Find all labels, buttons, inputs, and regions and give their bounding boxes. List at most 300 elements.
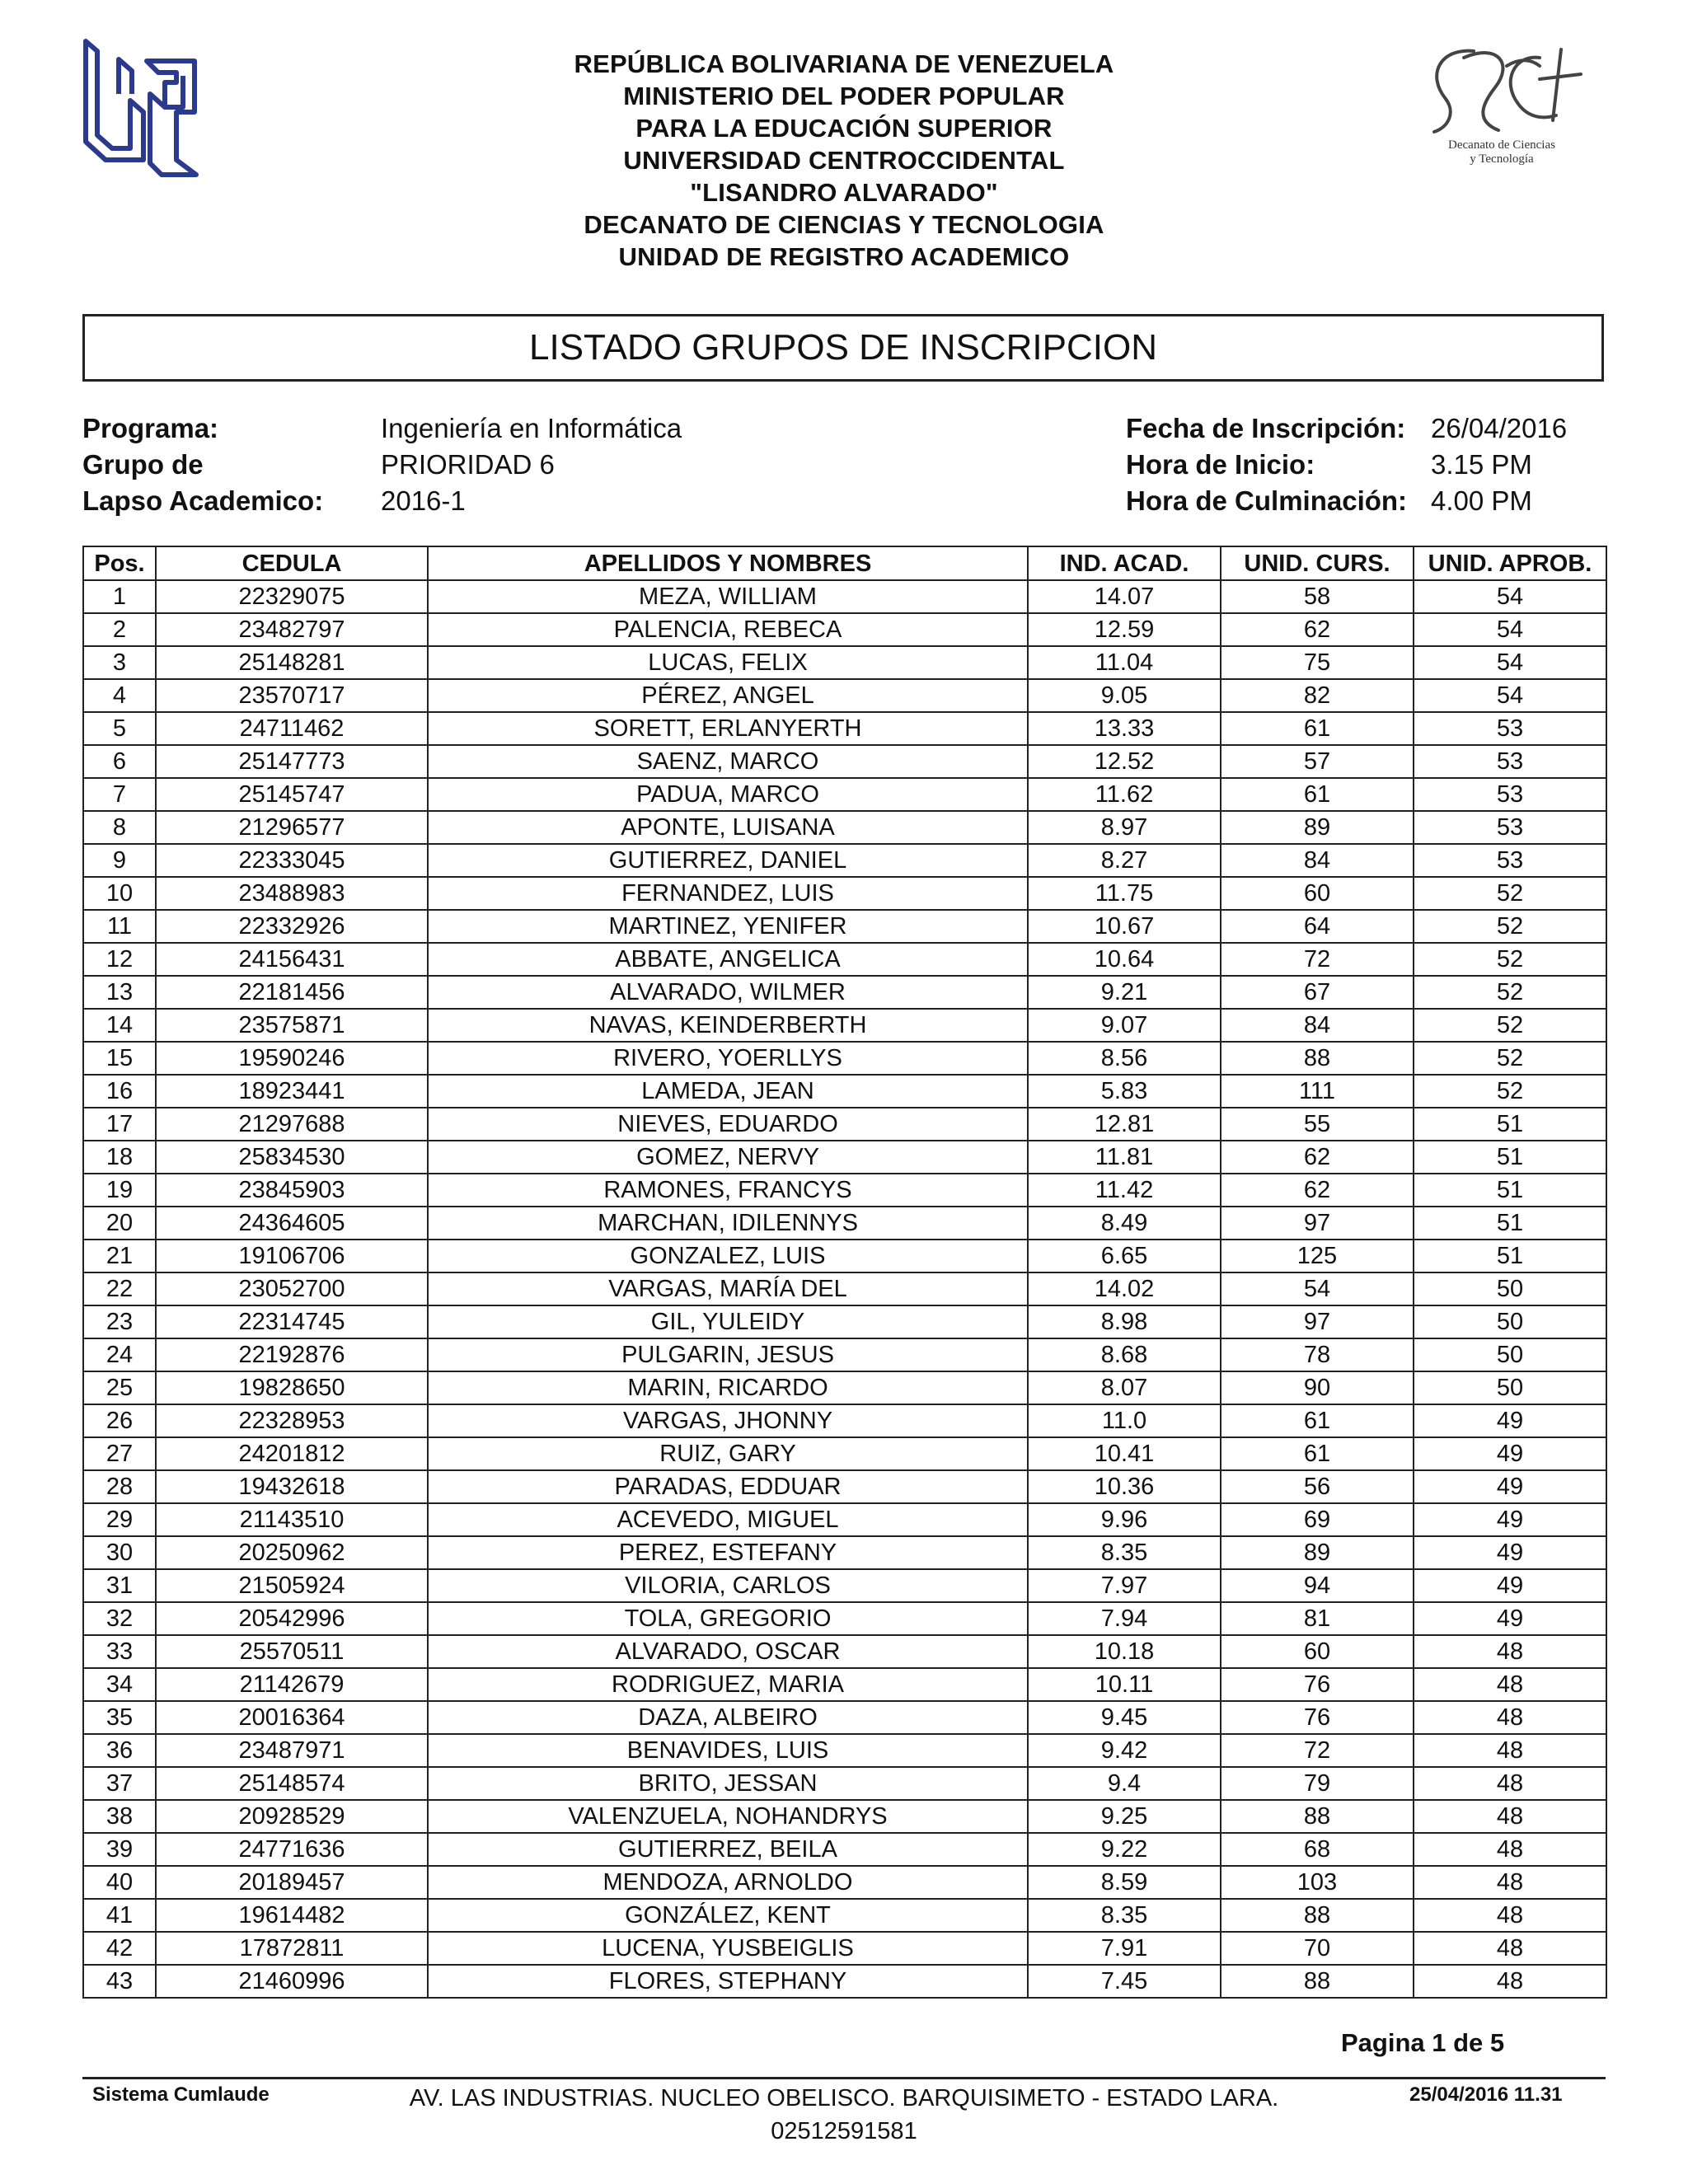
cell-cedula: 20016364 bbox=[156, 1701, 428, 1734]
cell-unid-curs: 76 bbox=[1221, 1701, 1414, 1734]
cell-ind-acad: 8.35 bbox=[1028, 1899, 1221, 1932]
cell-cedula: 25570511 bbox=[156, 1635, 428, 1668]
cell-ind-acad: 8.68 bbox=[1028, 1338, 1221, 1371]
cell-unid-curs: 97 bbox=[1221, 1305, 1414, 1338]
cell-unid-curs: 72 bbox=[1221, 943, 1414, 976]
cell-names: RAMONES, FRANCYS bbox=[428, 1174, 1028, 1207]
cell-ind-acad: 8.49 bbox=[1028, 1207, 1221, 1240]
cell-pos: 17 bbox=[83, 1108, 156, 1141]
cell-names: SORETT, ERLANYERTH bbox=[428, 712, 1028, 745]
cell-unid-curs: 72 bbox=[1221, 1734, 1414, 1767]
table-row bbox=[83, 778, 1606, 811]
table-row bbox=[83, 1899, 1606, 1932]
cell-unid-aprob: 52 bbox=[1414, 1075, 1606, 1108]
cell-pos: 37 bbox=[83, 1767, 156, 1800]
cell-unid-aprob: 51 bbox=[1414, 1240, 1606, 1272]
footer-address: AV. LAS INDUSTRIAS. NUCLEO OBELISCO. BARQUISIMETO - ESTADO LARA. bbox=[409, 2085, 1279, 2111]
cell-unid-curs: 64 bbox=[1221, 910, 1414, 943]
cell-pos: 34 bbox=[83, 1668, 156, 1701]
cell-names: VILORIA, CARLOS bbox=[428, 1569, 1028, 1602]
table-row bbox=[83, 844, 1606, 877]
cell-cedula: 24711462 bbox=[156, 712, 428, 745]
cell-cedula: 24201812 bbox=[156, 1437, 428, 1470]
header-line: MINISTERIO DEL PODER POPULAR bbox=[623, 82, 1065, 110]
cell-cedula: 22314745 bbox=[156, 1305, 428, 1338]
cell-pos: 18 bbox=[83, 1141, 156, 1174]
cell-unid-curs: 56 bbox=[1221, 1470, 1414, 1503]
cell-unid-aprob: 51 bbox=[1414, 1108, 1606, 1141]
cell-pos: 38 bbox=[83, 1800, 156, 1833]
logo-caption-line-2: y Tecnología bbox=[1470, 152, 1534, 166]
cell-cedula: 18923441 bbox=[156, 1075, 428, 1108]
cell-names: ALVARADO, WILMER bbox=[428, 976, 1028, 1009]
cell-ind-acad: 8.98 bbox=[1028, 1305, 1221, 1338]
cell-cedula: 21143510 bbox=[156, 1503, 428, 1536]
cell-names: RODRIGUEZ, MARIA bbox=[428, 1668, 1028, 1701]
meta-row bbox=[82, 483, 682, 519]
table-row bbox=[83, 1470, 1606, 1503]
footer-system-name: Sistema Cumlaude bbox=[92, 2083, 270, 2106]
table-row bbox=[83, 1207, 1606, 1240]
cell-pos: 2 bbox=[83, 613, 156, 646]
document-title-box bbox=[82, 314, 1604, 382]
cell-unid-aprob: 48 bbox=[1414, 1899, 1606, 1932]
table-row bbox=[83, 1767, 1606, 1800]
column-header-pos: Pos. bbox=[83, 546, 156, 580]
header-line: "LISANDRO ALVARADO" bbox=[690, 178, 998, 207]
cell-cedula: 21142679 bbox=[156, 1668, 428, 1701]
cell-unid-curs: 76 bbox=[1221, 1668, 1414, 1701]
cell-ind-acad: 9.96 bbox=[1028, 1503, 1221, 1536]
cell-names: LUCAS, FELIX bbox=[428, 646, 1028, 679]
table-row bbox=[83, 1009, 1606, 1042]
cell-unid-curs: 97 bbox=[1221, 1207, 1414, 1240]
cell-names: ACEVEDO, MIGUEL bbox=[428, 1503, 1028, 1536]
table-row bbox=[83, 1569, 1606, 1602]
cell-unid-curs: 61 bbox=[1221, 712, 1414, 745]
cell-ind-acad: 10.36 bbox=[1028, 1470, 1221, 1503]
cell-unid-curs: 84 bbox=[1221, 1009, 1414, 1042]
cell-unid-curs: 58 bbox=[1221, 580, 1414, 613]
cell-names: GUTIERREZ, BEILA bbox=[428, 1833, 1028, 1866]
cell-unid-aprob: 52 bbox=[1414, 943, 1606, 976]
cell-unid-aprob: 48 bbox=[1414, 1635, 1606, 1668]
meta-label: Programa: bbox=[82, 413, 219, 443]
cell-cedula: 22332926 bbox=[156, 910, 428, 943]
cell-unid-curs: 88 bbox=[1221, 1042, 1414, 1075]
cell-pos: 3 bbox=[83, 646, 156, 679]
cell-cedula: 23488983 bbox=[156, 877, 428, 910]
logo-caption-line-1: Decanato de Ciencias bbox=[1448, 138, 1555, 152]
column-header-cedula: CEDULA bbox=[156, 546, 428, 580]
cell-unid-aprob: 54 bbox=[1414, 679, 1606, 712]
table-row bbox=[83, 943, 1606, 976]
meta-value: 26/04/2016 bbox=[1431, 413, 1568, 443]
column-header-unid-aprob: UNID. APROB. bbox=[1414, 546, 1606, 580]
cell-cedula: 23052700 bbox=[156, 1272, 428, 1305]
table-row bbox=[83, 1404, 1606, 1437]
table-row bbox=[83, 1338, 1606, 1371]
cell-pos: 8 bbox=[83, 811, 156, 844]
cell-unid-aprob: 50 bbox=[1414, 1338, 1606, 1371]
table-row bbox=[83, 1536, 1606, 1569]
cell-unid-aprob: 49 bbox=[1414, 1602, 1606, 1635]
cell-unid-aprob: 54 bbox=[1414, 646, 1606, 679]
cell-unid-aprob: 48 bbox=[1414, 1866, 1606, 1899]
cell-cedula: 25145747 bbox=[156, 778, 428, 811]
cell-ind-acad: 7.91 bbox=[1028, 1932, 1221, 1965]
table-row bbox=[83, 745, 1606, 778]
cell-cedula: 19432618 bbox=[156, 1470, 428, 1503]
cell-unid-curs: 61 bbox=[1221, 1437, 1414, 1470]
cell-ind-acad: 10.11 bbox=[1028, 1668, 1221, 1701]
cell-pos: 35 bbox=[83, 1701, 156, 1734]
cell-pos: 7 bbox=[83, 778, 156, 811]
table-row bbox=[83, 1668, 1606, 1701]
cell-ind-acad: 9.21 bbox=[1028, 976, 1221, 1009]
cell-ind-acad: 11.0 bbox=[1028, 1404, 1221, 1437]
cell-names: GONZALEZ, LUIS bbox=[428, 1240, 1028, 1272]
cell-ind-acad: 14.02 bbox=[1028, 1272, 1221, 1305]
cell-unid-aprob: 48 bbox=[1414, 1965, 1606, 1998]
cell-ind-acad: 8.07 bbox=[1028, 1371, 1221, 1404]
table-row bbox=[83, 1174, 1606, 1207]
cell-ind-acad: 9.05 bbox=[1028, 679, 1221, 712]
meta-label: Lapso Academico: bbox=[82, 485, 324, 516]
cell-names: ALVARADO, OSCAR bbox=[428, 1635, 1028, 1668]
meta-value: 4.00 PM bbox=[1431, 485, 1532, 516]
cell-unid-aprob: 49 bbox=[1414, 1569, 1606, 1602]
footer-phone: 02512591581 bbox=[771, 2118, 917, 2144]
meta-row bbox=[82, 410, 682, 447]
cell-unid-curs: 62 bbox=[1221, 1174, 1414, 1207]
cell-pos: 14 bbox=[83, 1009, 156, 1042]
cell-ind-acad: 10.64 bbox=[1028, 943, 1221, 976]
cell-names: DAZA, ALBEIRO bbox=[428, 1701, 1028, 1734]
cell-unid-aprob: 52 bbox=[1414, 910, 1606, 943]
meta-label: Hora de Culminación: bbox=[1126, 485, 1408, 516]
cell-cedula: 24771636 bbox=[156, 1833, 428, 1866]
cell-unid-aprob: 48 bbox=[1414, 1767, 1606, 1800]
cell-names: FLORES, STEPHANY bbox=[428, 1965, 1028, 1998]
cell-cedula: 20542996 bbox=[156, 1602, 428, 1635]
cell-names: BENAVIDES, LUIS bbox=[428, 1734, 1028, 1767]
page-number: Pagina 1 de 5 bbox=[1341, 2028, 1505, 2057]
cell-unid-aprob: 51 bbox=[1414, 1174, 1606, 1207]
cell-cedula: 25148574 bbox=[156, 1767, 428, 1800]
header-line: UNIVERSIDAD CENTROCCIDENTAL bbox=[623, 146, 1065, 175]
cell-unid-curs: 61 bbox=[1221, 1404, 1414, 1437]
cell-unid-aprob: 54 bbox=[1414, 580, 1606, 613]
cell-unid-aprob: 48 bbox=[1414, 1932, 1606, 1965]
cell-unid-curs: 89 bbox=[1221, 811, 1414, 844]
meta-value: 3.15 PM bbox=[1431, 449, 1532, 480]
table-row bbox=[83, 877, 1606, 910]
header-line: PARA LA EDUCACIÓN SUPERIOR bbox=[635, 114, 1053, 143]
cell-ind-acad: 7.97 bbox=[1028, 1569, 1221, 1602]
cell-pos: 22 bbox=[83, 1272, 156, 1305]
header-line: DECANATO DE CIENCIAS Y TECNOLOGIA bbox=[584, 210, 1104, 239]
cell-unid-curs: 88 bbox=[1221, 1965, 1414, 1998]
header-line: REPÚBLICA BOLIVARIANA DE VENEZUELA bbox=[574, 49, 1114, 78]
cell-names: GONZÁLEZ, KENT bbox=[428, 1899, 1028, 1932]
meta-label: Hora de Inicio: bbox=[1126, 449, 1315, 480]
cell-names: RIVERO, YOERLLYS bbox=[428, 1042, 1028, 1075]
cell-cedula: 23845903 bbox=[156, 1174, 428, 1207]
cell-names: PALENCIA, REBECA bbox=[428, 613, 1028, 646]
cell-ind-acad: 8.59 bbox=[1028, 1866, 1221, 1899]
column-header-ind-acad: IND. ACAD. bbox=[1028, 546, 1221, 580]
table-row bbox=[83, 679, 1606, 712]
table-row bbox=[83, 1141, 1606, 1174]
cell-names: VARGAS, MARÍA DEL bbox=[428, 1272, 1028, 1305]
cell-ind-acad: 13.33 bbox=[1028, 712, 1221, 745]
cell-cedula: 20250962 bbox=[156, 1536, 428, 1569]
cell-unid-curs: 54 bbox=[1221, 1272, 1414, 1305]
meta-row bbox=[1126, 483, 1567, 519]
cell-pos: 10 bbox=[83, 877, 156, 910]
cell-unid-aprob: 48 bbox=[1414, 1800, 1606, 1833]
cell-unid-aprob: 51 bbox=[1414, 1207, 1606, 1240]
cell-ind-acad: 10.67 bbox=[1028, 910, 1221, 943]
table-row bbox=[83, 1272, 1606, 1305]
cell-unid-curs: 111 bbox=[1221, 1075, 1414, 1108]
meta-value: PRIORIDAD 6 bbox=[381, 449, 555, 480]
cell-names: APONTE, LUISANA bbox=[428, 811, 1028, 844]
cell-pos: 23 bbox=[83, 1305, 156, 1338]
table-row bbox=[83, 646, 1606, 679]
cell-cedula: 22329075 bbox=[156, 580, 428, 613]
cell-ind-acad: 8.27 bbox=[1028, 844, 1221, 877]
cell-pos: 29 bbox=[83, 1503, 156, 1536]
cell-unid-curs: 61 bbox=[1221, 778, 1414, 811]
table-row bbox=[83, 1503, 1606, 1536]
cell-unid-aprob: 54 bbox=[1414, 613, 1606, 646]
table-row bbox=[83, 910, 1606, 943]
cell-unid-curs: 82 bbox=[1221, 679, 1414, 712]
table-row bbox=[83, 1042, 1606, 1075]
cell-cedula: 21296577 bbox=[156, 811, 428, 844]
cell-cedula: 19106706 bbox=[156, 1240, 428, 1272]
cell-unid-aprob: 53 bbox=[1414, 712, 1606, 745]
table-row bbox=[83, 1833, 1606, 1866]
cell-cedula: 23570717 bbox=[156, 679, 428, 712]
cell-cedula: 21460996 bbox=[156, 1965, 428, 1998]
cell-unid-curs: 75 bbox=[1221, 646, 1414, 679]
cell-names: RUIZ, GARY bbox=[428, 1437, 1028, 1470]
cell-names: GIL, YULEIDY bbox=[428, 1305, 1028, 1338]
cell-pos: 11 bbox=[83, 910, 156, 943]
cell-ind-acad: 10.41 bbox=[1028, 1437, 1221, 1470]
cell-pos: 15 bbox=[83, 1042, 156, 1075]
cell-names: GOMEZ, NERVY bbox=[428, 1141, 1028, 1174]
cell-unid-aprob: 49 bbox=[1414, 1503, 1606, 1536]
cell-ind-acad: 14.07 bbox=[1028, 580, 1221, 613]
cell-ind-acad: 7.94 bbox=[1028, 1602, 1221, 1635]
cell-pos: 33 bbox=[83, 1635, 156, 1668]
cell-unid-curs: 62 bbox=[1221, 1141, 1414, 1174]
cell-pos: 24 bbox=[83, 1338, 156, 1371]
table-row bbox=[83, 613, 1606, 646]
table-row bbox=[83, 580, 1606, 613]
cell-names: TOLA, GREGORIO bbox=[428, 1602, 1028, 1635]
cell-pos: 32 bbox=[83, 1602, 156, 1635]
cell-ind-acad: 9.45 bbox=[1028, 1701, 1221, 1734]
cell-unid-aprob: 52 bbox=[1414, 1042, 1606, 1075]
cell-cedula: 22181456 bbox=[156, 976, 428, 1009]
table-row bbox=[83, 1108, 1606, 1141]
cell-pos: 19 bbox=[83, 1174, 156, 1207]
cell-ind-acad: 11.62 bbox=[1028, 778, 1221, 811]
cell-ind-acad: 8.35 bbox=[1028, 1536, 1221, 1569]
cell-unid-curs: 84 bbox=[1221, 844, 1414, 877]
table-row bbox=[83, 1305, 1606, 1338]
cell-unid-aprob: 52 bbox=[1414, 976, 1606, 1009]
cell-unid-curs: 88 bbox=[1221, 1899, 1414, 1932]
cell-unid-aprob: 49 bbox=[1414, 1470, 1606, 1503]
cell-ind-acad: 11.81 bbox=[1028, 1141, 1221, 1174]
header-line: UNIDAD DE REGISTRO ACADEMICO bbox=[618, 242, 1070, 271]
cell-cedula: 22192876 bbox=[156, 1338, 428, 1371]
table-header-row bbox=[83, 546, 1606, 580]
cell-unid-curs: 79 bbox=[1221, 1767, 1414, 1800]
cell-unid-curs: 70 bbox=[1221, 1932, 1414, 1965]
cell-pos: 5 bbox=[83, 712, 156, 745]
cell-unid-curs: 60 bbox=[1221, 1635, 1414, 1668]
cell-ind-acad: 11.04 bbox=[1028, 646, 1221, 679]
table-row bbox=[83, 1965, 1606, 1998]
cell-names: ABBATE, ANGELICA bbox=[428, 943, 1028, 976]
cell-unid-aprob: 49 bbox=[1414, 1536, 1606, 1569]
meta-left bbox=[82, 410, 682, 519]
cell-names: MENDOZA, ARNOLDO bbox=[428, 1866, 1028, 1899]
table-row bbox=[83, 712, 1606, 745]
cell-cedula: 22333045 bbox=[156, 844, 428, 877]
cell-ind-acad: 10.18 bbox=[1028, 1635, 1221, 1668]
cell-pos: 40 bbox=[83, 1866, 156, 1899]
cell-unid-aprob: 48 bbox=[1414, 1833, 1606, 1866]
cell-pos: 42 bbox=[83, 1932, 156, 1965]
cell-cedula: 19614482 bbox=[156, 1899, 428, 1932]
cell-names: LUCENA, YUSBEIGLIS bbox=[428, 1932, 1028, 1965]
cell-pos: 25 bbox=[83, 1371, 156, 1404]
cell-cedula: 24156431 bbox=[156, 943, 428, 976]
cell-pos: 30 bbox=[83, 1536, 156, 1569]
cell-unid-aprob: 49 bbox=[1414, 1437, 1606, 1470]
cell-cedula: 25148281 bbox=[156, 646, 428, 679]
cell-pos: 13 bbox=[83, 976, 156, 1009]
cell-unid-aprob: 53 bbox=[1414, 844, 1606, 877]
cell-names: PÉREZ, ANGEL bbox=[428, 679, 1028, 712]
cell-names: MARIN, RICARDO bbox=[428, 1371, 1028, 1404]
meta-value: 2016-1 bbox=[381, 485, 466, 516]
cell-ind-acad: 9.25 bbox=[1028, 1800, 1221, 1833]
cell-cedula: 20928529 bbox=[156, 1800, 428, 1833]
cell-pos: 6 bbox=[83, 745, 156, 778]
cell-names: PULGARIN, JESUS bbox=[428, 1338, 1028, 1371]
cell-pos: 31 bbox=[83, 1569, 156, 1602]
cell-names: SAENZ, MARCO bbox=[428, 745, 1028, 778]
cell-pos: 16 bbox=[83, 1075, 156, 1108]
cell-unid-curs: 103 bbox=[1221, 1866, 1414, 1899]
footer-timestamp: 25/04/2016 11.31 bbox=[1409, 2083, 1563, 2106]
cell-cedula: 19828650 bbox=[156, 1371, 428, 1404]
cell-unid-aprob: 48 bbox=[1414, 1734, 1606, 1767]
cell-ind-acad: 6.65 bbox=[1028, 1240, 1221, 1272]
table-row bbox=[83, 1635, 1606, 1668]
meta-label: Fecha de Inscripción: bbox=[1126, 413, 1406, 443]
cell-ind-acad: 7.45 bbox=[1028, 1965, 1221, 1998]
table-row bbox=[83, 1866, 1606, 1899]
cell-names: PEREZ, ESTEFANY bbox=[428, 1536, 1028, 1569]
cell-pos: 9 bbox=[83, 844, 156, 877]
cell-names: GUTIERREZ, DANIEL bbox=[428, 844, 1028, 877]
table-row bbox=[83, 811, 1606, 844]
cell-unid-aprob: 48 bbox=[1414, 1701, 1606, 1734]
cell-names: VALENZUELA, NOHANDRYS bbox=[428, 1800, 1028, 1833]
cell-cedula: 21505924 bbox=[156, 1569, 428, 1602]
cell-pos: 36 bbox=[83, 1734, 156, 1767]
meta-row bbox=[1126, 410, 1567, 447]
meta-right bbox=[1126, 410, 1567, 519]
cell-names: FERNANDEZ, LUIS bbox=[428, 877, 1028, 910]
cell-unid-curs: 60 bbox=[1221, 877, 1414, 910]
cell-names: MARCHAN, IDILENNYS bbox=[428, 1207, 1028, 1240]
cell-names: BRITO, JESSAN bbox=[428, 1767, 1028, 1800]
cell-pos: 28 bbox=[83, 1470, 156, 1503]
cell-pos: 27 bbox=[83, 1437, 156, 1470]
cell-unid-curs: 94 bbox=[1221, 1569, 1414, 1602]
cell-ind-acad: 8.56 bbox=[1028, 1042, 1221, 1075]
cell-unid-aprob: 50 bbox=[1414, 1305, 1606, 1338]
table-row bbox=[83, 1701, 1606, 1734]
cell-cedula: 23575871 bbox=[156, 1009, 428, 1042]
cell-unid-aprob: 49 bbox=[1414, 1404, 1606, 1437]
cell-ind-acad: 12.52 bbox=[1028, 745, 1221, 778]
cell-unid-curs: 57 bbox=[1221, 745, 1414, 778]
cell-cedula: 23487971 bbox=[156, 1734, 428, 1767]
cell-unid-curs: 81 bbox=[1221, 1602, 1414, 1635]
cell-pos: 4 bbox=[83, 679, 156, 712]
cell-names: NAVAS, KEINDERBERTH bbox=[428, 1009, 1028, 1042]
cell-pos: 39 bbox=[83, 1833, 156, 1866]
table-row bbox=[83, 1734, 1606, 1767]
cell-names: VARGAS, JHONNY bbox=[428, 1404, 1028, 1437]
cell-ind-acad: 8.97 bbox=[1028, 811, 1221, 844]
meta-row bbox=[82, 447, 682, 483]
cell-ind-acad: 9.22 bbox=[1028, 1833, 1221, 1866]
cell-ind-acad: 12.59 bbox=[1028, 613, 1221, 646]
cell-unid-curs: 78 bbox=[1221, 1338, 1414, 1371]
column-header-names: APELLIDOS Y NOMBRES bbox=[428, 546, 1028, 580]
cell-unid-aprob: 51 bbox=[1414, 1141, 1606, 1174]
cell-cedula: 25147773 bbox=[156, 745, 428, 778]
cell-unid-aprob: 52 bbox=[1414, 1009, 1606, 1042]
cell-cedula: 25834530 bbox=[156, 1141, 428, 1174]
cell-cedula: 24364605 bbox=[156, 1207, 428, 1240]
table-row bbox=[83, 1932, 1606, 1965]
meta-row bbox=[1126, 447, 1567, 483]
cell-cedula: 19590246 bbox=[156, 1042, 428, 1075]
cell-unid-curs: 88 bbox=[1221, 1800, 1414, 1833]
column-header-unid-curs: UNID. CURS. bbox=[1221, 546, 1414, 580]
table-row bbox=[83, 1800, 1606, 1833]
cell-pos: 43 bbox=[83, 1965, 156, 1998]
cell-unid-curs: 55 bbox=[1221, 1108, 1414, 1141]
cell-unid-curs: 68 bbox=[1221, 1833, 1414, 1866]
cell-unid-aprob: 53 bbox=[1414, 778, 1606, 811]
institution-header bbox=[0, 48, 1688, 273]
